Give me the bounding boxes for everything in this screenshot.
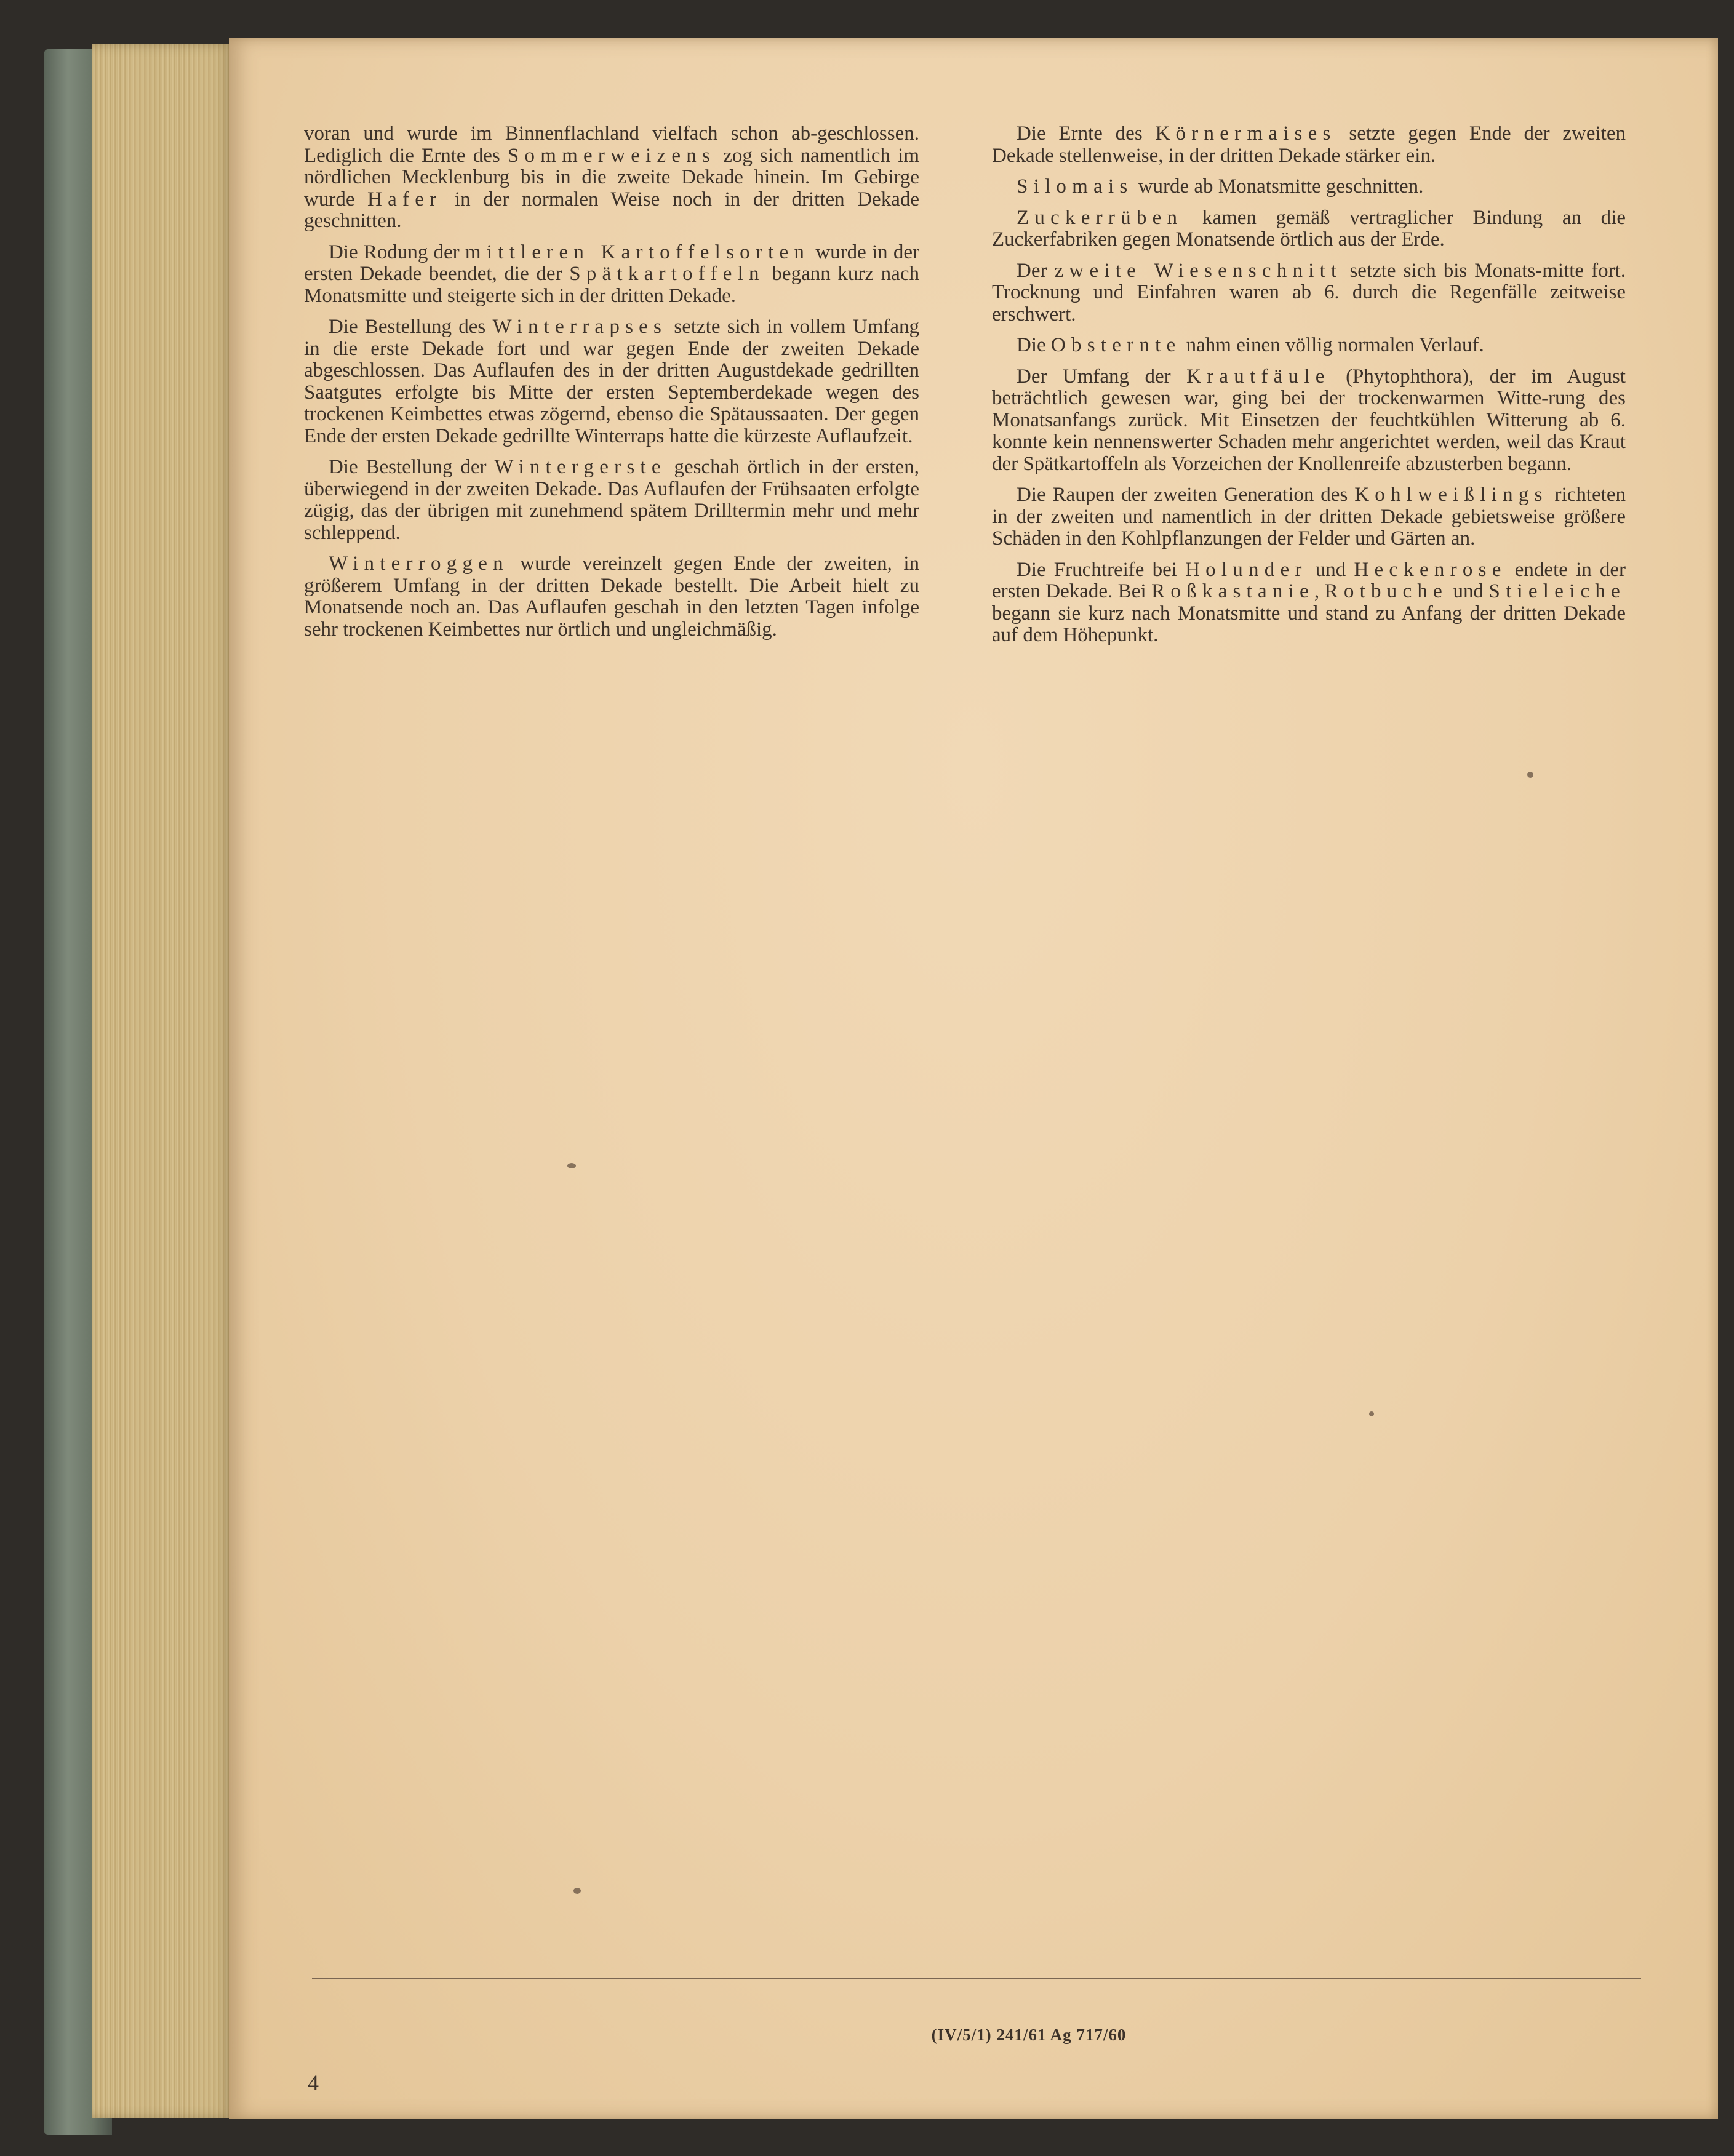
text-run: wurde ab Monatsmitte geschnitten. <box>1133 175 1424 198</box>
paragraph <box>304 316 919 447</box>
spaced-term: Krautfäule <box>1186 365 1330 388</box>
paragraph <box>992 366 1626 476</box>
text-run: richteten in der zweiten und namentlich in der dritten Dekade gebietsweise größere Schäden in den Kohlpflanzungen der Felder und Gärten an. <box>992 484 1626 549</box>
text-run: in der normalen Weise noch in der dritten Dekade geschnitten. <box>304 188 919 232</box>
text-run: Die Bestellung des <box>329 316 493 338</box>
text-run: setzte gegen Ende der zweiten Dekade stellenweise, in der dritten Dekade stärker ein. <box>992 122 1626 167</box>
text-run: Die Fruchtreife bei <box>1017 558 1186 581</box>
paper-speck <box>573 1888 581 1894</box>
text-run: wurde vereinzelt gegen Ende der zweiten, in größerem Umfang in der dritten Dekade bestellt. Die Arbeit hielt zu Monatsende noch an. Das Auflaufen geschah in den letzten Tagen infolge sehr trockenen Keimbettes nur örtlich und ungleichmäßig. <box>304 553 919 641</box>
text-run: Die Ernte des <box>1017 122 1156 145</box>
spaced-term: zweite Wiesenschnitt <box>1054 259 1343 282</box>
paragraph <box>992 559 1626 647</box>
spaced-term: Silomais <box>1017 175 1133 198</box>
paragraph <box>304 553 919 641</box>
text-run: endete in der ersten Dekade. Bei <box>992 558 1626 602</box>
text-run: kamen gemäß vertraglicher Bindung an die Zuckerfabriken gegen Monatsende örtlich aus der Erde. <box>992 206 1626 250</box>
text-run: setzte sich in vollem Umfang in die erste Dekade fort und war gegen Ende der zweiten Dekade abgeschlossen. Das Auflaufen des in der dritten Augustdekade gedrillten Saatgutes erfolgte bis Mitte der ersten Septemberdekade wegen des trockenen Keimbettes etwas zögernd, ebenso die Spätaussaaten. Der gegen Ende der ersten Dekade gedrillte Winterraps hatte die kürzeste Auflaufzeit. <box>304 316 919 447</box>
text-run: zog sich namentlich im nördlichen Mecklenburg bis in die zweite Dekade hinein. Im Gebirge wurde <box>304 144 919 210</box>
spaced-term: Stieleiche <box>1488 580 1626 602</box>
spaced-term: Zuckerrüben <box>1017 206 1183 229</box>
spaced-term: Holunder <box>1185 558 1308 581</box>
paragraph <box>992 207 1626 251</box>
text-run: geschah örtlich in der ersten, überwiegend in der zweiten Dekade. Das Auflaufen der Frühsaaten erfolgte zügig, das der übrigen mit zunehmend spätem Drilltermin mehr und mehr schleppend. <box>304 456 920 544</box>
page-number: 4 <box>308 2070 319 2095</box>
text-run: Der <box>1017 259 1055 282</box>
text-run: (Phytophthora), der im August beträchtlich gewesen war, ging bei der trockenwarmen Witte-rung des Monatsanfangs zurück. Mit Einsetzen der feuchtkühlen Witterung ab 6. konnte kein nennenswerter Schaden mehr angerichtet werden, weil das Kraut der Spätkartoffeln als Vorzeichen der Knollenreife abzusterben begann. <box>992 365 1626 475</box>
paragraph <box>992 260 1626 326</box>
text-run: Der Umfang der <box>1017 365 1187 388</box>
paragraph <box>304 457 919 544</box>
spaced-term: Roßkastanie <box>1151 580 1314 602</box>
paper-speck <box>567 1163 576 1168</box>
text-run: und <box>1307 558 1354 581</box>
spaced-term: Rotbuche <box>1324 580 1448 602</box>
spaced-term: Kohlweißlings <box>1354 484 1548 506</box>
text-run: Die <box>1017 334 1051 356</box>
footer-rule <box>312 1978 1641 1979</box>
paper-speck <box>1527 772 1533 778</box>
paragraph <box>992 335 1626 357</box>
spaced-term: Obsternte <box>1050 334 1181 356</box>
text-run: , <box>1314 580 1325 602</box>
spaced-term: Sommerweizens <box>507 144 716 167</box>
text-run: begann kurz nach Monatsmitte und steigerte sich in der dritten Dekade. <box>304 263 919 307</box>
spaced-term: Wintergerste <box>494 456 666 478</box>
print-code: (IV/5/1) 241/61 Ag 717/60 <box>931 2026 1127 2044</box>
spaced-term: mittleren Kartoffelsorten <box>465 241 810 263</box>
book-page-edges <box>92 44 234 2118</box>
paragraph <box>992 484 1626 550</box>
text-run: Die Raupen der zweiten Generation des <box>1017 484 1355 506</box>
right-text-column <box>992 123 1626 656</box>
spaced-term: Winterrapses <box>492 316 668 338</box>
document-page <box>229 38 1718 2119</box>
left-text-column <box>304 123 919 650</box>
spaced-term: Heckenrose <box>1354 558 1507 581</box>
text-run: voran und wurde im Binnenflachland vielfach schon ab-geschlossen. Lediglich die Ernte des <box>304 122 919 167</box>
spaced-term: Hafer <box>367 188 442 210</box>
text-run: Die Rodung der <box>329 241 465 263</box>
text-run: setzte sich bis Monats-mitte fort. Trocknung und Einfahren waren ab 6. durch die Regenfälle zeitweise erschwert. <box>992 259 1626 325</box>
text-run: wurde in der ersten Dekade beendet, die der <box>304 241 919 285</box>
spaced-term: Körnermaises <box>1155 122 1336 145</box>
spaced-term: Spätkartoffeln <box>569 263 765 285</box>
text-run: begann sie kurz nach Monatsmitte und stand zu Anfang der dritten Dekade auf dem Höhepunkt. <box>992 602 1626 646</box>
paper-speck <box>1369 1411 1374 1416</box>
paragraph <box>992 176 1626 198</box>
paragraph <box>304 242 919 308</box>
spaced-term: Winterroggen <box>329 553 509 575</box>
text-run: und <box>1448 580 1489 602</box>
paragraph <box>992 123 1626 167</box>
text-run: Die Bestellung der <box>329 456 495 478</box>
paragraph <box>304 123 919 233</box>
text-run: nahm einen völlig normalen Verlauf. <box>1181 334 1484 356</box>
